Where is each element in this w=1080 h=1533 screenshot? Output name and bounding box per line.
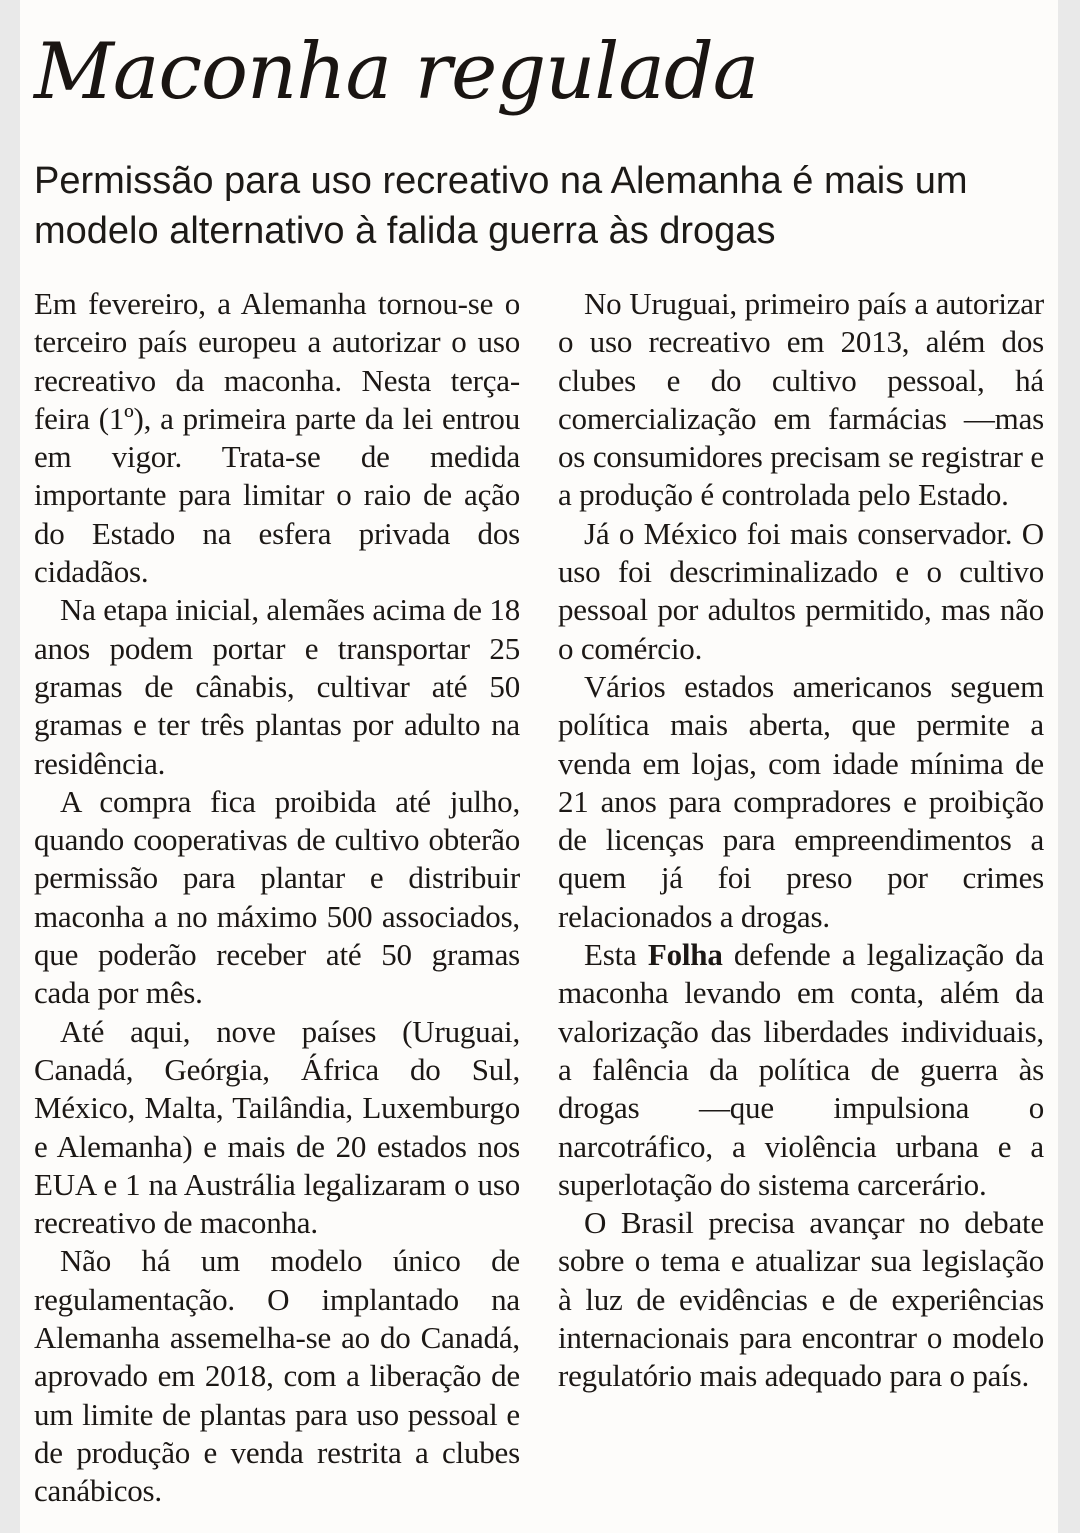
paragraph: Na etapa inicial, alemães acima de 18 anos podem portar e transportar 25 gramas de cânabis, cultivar até 50 gramas e ter três plantas por adulto na residência. [34,592,520,781]
newspaper-page [20,0,1058,1533]
article-body [34,285,1044,1510]
column-left [34,285,520,1511]
paragraph-folha [558,936,1044,1204]
paragraph: Vários estados americanos seguem política mais aberta, que permite a venda em lojas, com idade mínima de 21 anos para compradores e proibição de licenças para empreendimentos a quem já foi preso por crimes relacionados a drogas. [558,668,1044,934]
newspaper-name: Folha [647,937,723,973]
paragraph: A compra fica proibida até julho, quando cooperativas de cultivo obterão permissão para plantar e distribuir maconha a no máximo 500 associados, que poderão receber até 50 gramas cada por mês. [34,783,520,1011]
subheadline: Permissão para uso recreativo na Alemanha é mais um modelo alternativo à falida guerra às drogas [34,160,968,252]
paragraph: Até aqui, nove países (Uruguai, Canadá, Geórgia, África do Sul, México, Malta, Tailândia, Luxemburgo e Alemanha) e mais de 20 estados nos EUA e 1 na Austrália legalizaram o uso recreativo de maconha. [34,1013,520,1241]
column-right [558,285,1044,1396]
paragraph: No Uruguai, primeiro país a autorizar o uso recreativo em 2013, além dos clubes e do cultivo pessoal, há comercialização em farmácias —mas os consumidores precisam se registrar e a produção é controlada pelo Estado. [558,286,1044,513]
paragraph-text-before: Esta [584,937,637,973]
paragraph: Em fevereiro, a Alemanha tornou-se o terceiro país europeu a autorizar o uso recreativo da maconha. Nesta terça-feira (1º), a primeira parte da lei entrou em vigor. Trata-se de medida importante para limitar o raio de ação do Estado na esfera privada dos cidadãos. [34,286,520,590]
paragraph-text-after: defende a legalização da maconha levando em conta, além da valorização das liberdades individuais, a falência da política de guerra às drogas —que impulsiona o narcotráfico, a violência urbana e a superlotação do sistema carcerário. [558,937,1044,1202]
headline: Maconha regulada [34,27,759,117]
paragraph: Não há um modelo único de regulamentação. O implantado na Alemanha assemelha-se ao do Canadá, aprovado em 2018, com a liberação de um limite de plantas para uso pessoal e de produção e venda restrita a clubes canábicos. [34,1243,520,1509]
paragraph: O Brasil precisa avançar no debate sobre o tema e atualizar sua legislação à luz de evidências e de experiências internacionais para encontrar o modelo regulatório mais adequado para o país. [558,1205,1044,1394]
paragraph: Já o México foi mais conservador. O uso foi descriminalizado e o cultivo pessoal por adultos permitido, mas não o comércio. [558,515,1044,666]
